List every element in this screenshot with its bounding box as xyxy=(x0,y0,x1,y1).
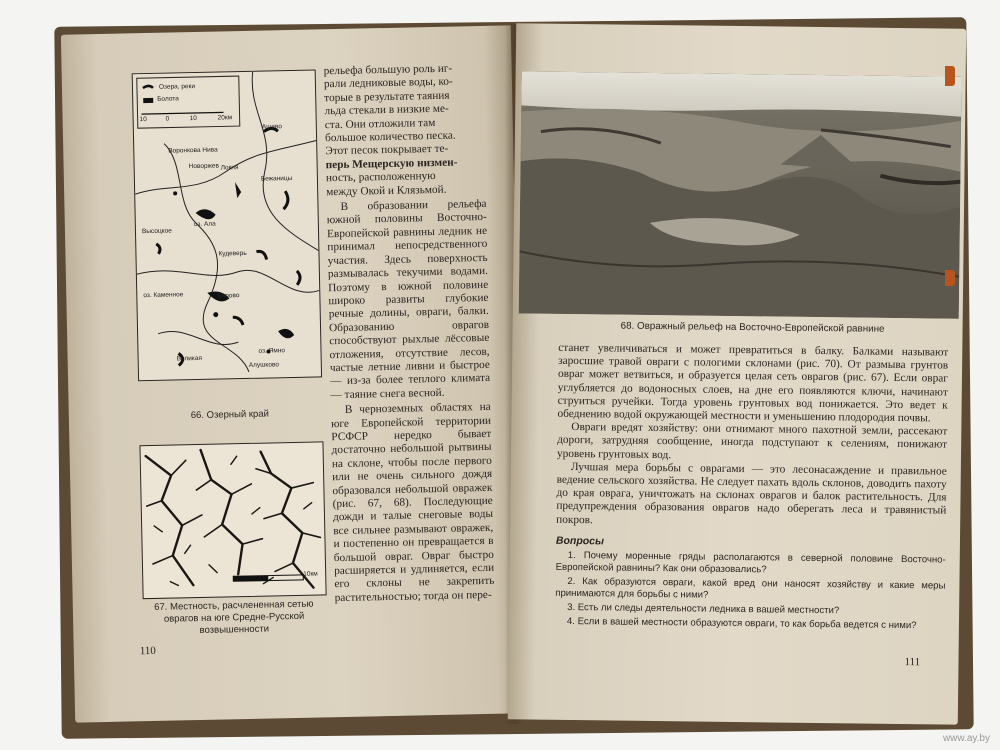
watermark: www.ay.by xyxy=(942,733,990,744)
paragraph-1: станет увеличиваться и может превратиться в балку. Балками называют заросшие травой овраги с пологими склонами (рис. 70). От размыва грунтов овраг может ветвиться, и образуется целая сеть оврагов (рис. 67). Если овраг углубляется до водоносных слоев, на дне его появляются ключи, начинают струиться ручейки. Тогда уровень грунтовых вод понижается. Это ведет к обеднению водой окружающей местности и уменьшению плодородия почвы. xyxy=(557,341,949,425)
text-line: рельефа большую роль иг- xyxy=(323,62,453,78)
left-text-column xyxy=(324,62,495,605)
ravine-network-map xyxy=(139,441,326,599)
lake-region-map xyxy=(132,69,322,381)
scale-label: 10 xyxy=(139,116,147,124)
scale-label: 20км xyxy=(217,114,233,122)
question-item: 4. Если в вашей местности образуются овраги, то как борьба ведется с ними? xyxy=(566,615,917,632)
ravine-scale-label: 10км xyxy=(303,570,318,578)
map-place: оз. Каменное xyxy=(143,291,184,300)
text-line: ста. Они отложили там xyxy=(324,116,436,131)
caption-67: 67. Местность, расчлененная сетью оврагов на юге Средне-Русской возвышенности xyxy=(154,598,314,636)
paragraph-2: Овраги вредят хозяйству: они отнимают много пахотной земли, рассекают дороги, затрудняя сообщение, иногда подступают к селениям, понижают уровень грунтовых вод. xyxy=(556,421,948,461)
question-item: 3. Есть ли следы деятельности ледника в вашей местности? xyxy=(567,601,840,617)
scale-label: 10 xyxy=(189,114,197,123)
right-page xyxy=(508,23,966,724)
question-item: 2. Как образуются овраги, какой вред они наносят хозяйству и какие меры принимаются для борьбы с ними? xyxy=(555,575,946,601)
page-tab xyxy=(945,66,955,86)
text-line: большое количество песка. xyxy=(324,129,456,145)
map-place: Ашево xyxy=(261,123,283,131)
map-place: Новоржев xyxy=(188,162,220,171)
text-line: Этот песок покрывает те- xyxy=(325,143,449,158)
questions-title: Вопросы xyxy=(555,534,605,548)
page-number-left: 110 xyxy=(139,644,156,658)
paragraph-chernozem: В черноземных областях на юге Европейской территории РСФСР нередко бывает достаточно небольшой рытвины на склоне, чтобы после первого или не очень сильного дождя образовался небольшой овражек (рис. 67, 68). Последующие дожди и талые снеговые воды все сильнее размывают овражек, и постепенно он превращается в большой овраг. Овраг быстро расширяется и удлиняется, если его склоны не закрепить растительностью; тогда он пере- xyxy=(330,401,495,605)
caption-66: 66. Озерный край xyxy=(190,408,269,422)
scale-label: 0 xyxy=(165,115,170,123)
text-line: рали ледниковые воды, ко- xyxy=(323,75,453,91)
map-place: Бежаницы xyxy=(260,174,293,183)
map-place: Кудеверь xyxy=(218,249,247,258)
text-line: ность, расположенную xyxy=(325,170,436,185)
text-line: между Окой и Клязьмой. xyxy=(326,183,447,198)
text-line: перь Мещерскую низмен- xyxy=(325,156,458,172)
legend-lakes: Озера, реки xyxy=(158,82,196,91)
paragraph-3: Лучшая мера борьбы с оврагами — это лесонасаждение и правильное ведение сельского хозяйства. Не следует пахать вдоль склонов, доводить пахоту до края оврага, уничтожать на склонах оврагов и балок растительность. Для предупреждения образования оврагов надо оберегать леса и травянистый покров. xyxy=(556,460,947,526)
page-number-right: 111 xyxy=(904,656,921,669)
ravine-photo-drawing xyxy=(519,71,962,318)
question-item: 1. Почему моренные гряды располагаются в северной половине Восточно-Европейской равнины? Как они образовались? xyxy=(555,549,946,576)
left-page xyxy=(61,25,525,722)
text-line: льда стекали в низкие ме- xyxy=(324,102,449,118)
map-place: Алушково xyxy=(248,361,280,369)
map-place: Высоцкое xyxy=(141,227,172,236)
map-place: оз. Ямно xyxy=(258,347,286,355)
ravine-network-drawing xyxy=(140,442,325,598)
map-place: Барово xyxy=(217,292,240,300)
map-place: оз. Ала xyxy=(193,220,216,229)
map-place: Воронкова Нива xyxy=(168,146,218,155)
map-place: Великая xyxy=(176,354,203,363)
page-tab xyxy=(945,270,955,286)
right-text-block xyxy=(555,342,948,633)
legend-swamps: Болота xyxy=(157,95,179,103)
ravine-photo xyxy=(519,71,962,318)
text-line: торые в результате таяния xyxy=(324,89,450,105)
map-place: Локня xyxy=(220,164,239,172)
paragraph-south: В образовании рельефа южной половины Восточно-Европейской равнины ледник не принимал непосредственного участия. Здесь поверхность размывалась текучими водами. Поэтому в южной половине широко развиты глубокие речные долины, овраги, балки. Образованию оврагов способствуют рыхлые лёссовые отложения, отсутствие лесов, частые летние ливни и быстрое — из-за более теплого климата — таяние снега весной. xyxy=(326,197,491,401)
caption-68: 68. Овражный рельеф на Восточно-Европейской равнине xyxy=(620,320,885,335)
